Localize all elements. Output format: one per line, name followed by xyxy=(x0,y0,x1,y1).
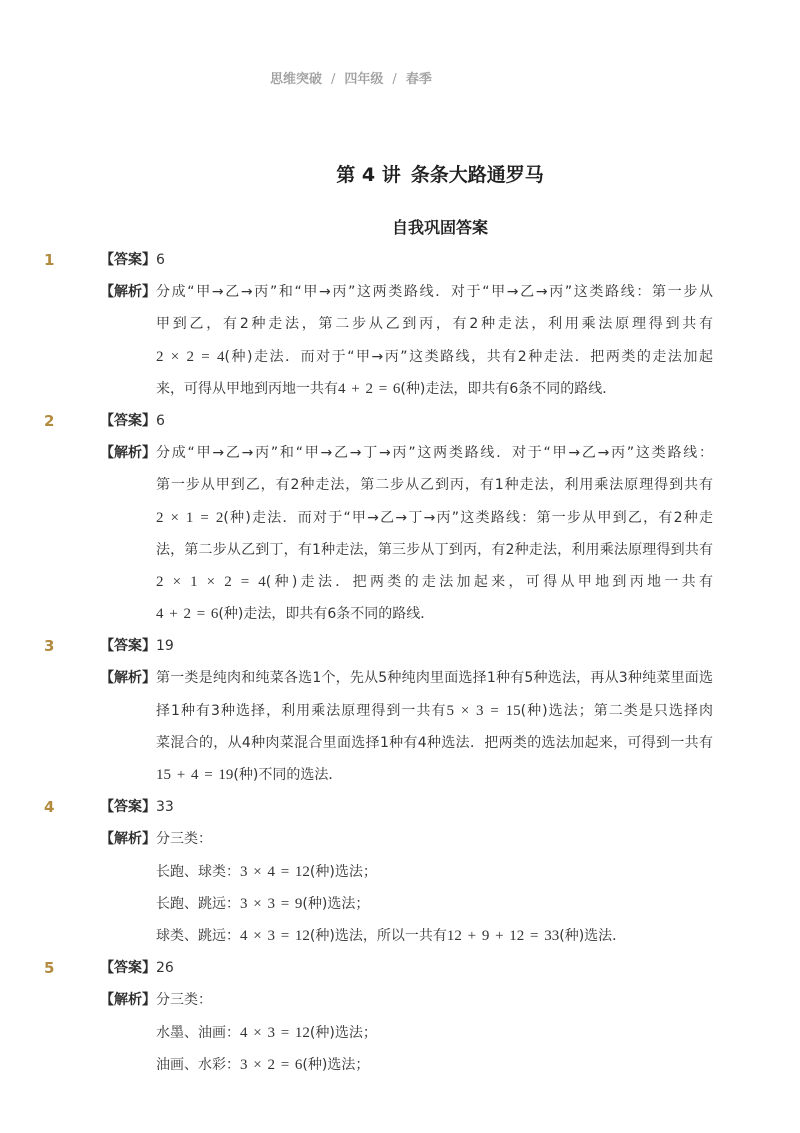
answer-label: 【答案】 xyxy=(100,252,156,268)
answer-item xyxy=(0,244,800,405)
analysis-row xyxy=(0,598,800,630)
section-title: 自我巩固答案 xyxy=(391,218,488,237)
analysis-line: 第一类是纯肉和纯菜各选1个，先从5种纯肉里面选择1种有5种选法，再从3种纯菜里面选 xyxy=(156,670,713,687)
analysis-row xyxy=(0,759,800,791)
analysis-line: 长跑、球类：3 × 4 = 12(种)选法； xyxy=(156,863,377,880)
analysis-row xyxy=(0,1049,800,1081)
analysis-label: 【解析】 xyxy=(100,284,156,301)
math-expression: 3 × 3 = 9 xyxy=(240,895,303,912)
answer-label: 【答案】 xyxy=(100,960,156,977)
question-number: 2 xyxy=(44,411,55,430)
analysis-row xyxy=(0,308,800,340)
analysis-row xyxy=(0,984,800,1016)
analysis-row xyxy=(0,373,800,405)
question-number: 3 xyxy=(44,637,55,656)
analysis-row xyxy=(0,823,800,855)
answer-value: 33 xyxy=(156,799,174,816)
answer-row xyxy=(0,405,800,437)
lecture-topic: 条条大路通罗马 xyxy=(410,164,544,186)
breadcrumb-grade: 四年级 xyxy=(344,72,384,87)
breadcrumb-subject: 思维突破 xyxy=(270,72,323,87)
math-expression: 4 × 3 = 12 xyxy=(240,927,310,944)
analysis-line: 15 + 4 = 19(种)不同的选法． xyxy=(156,767,343,783)
math-expression: 4 + 2 = 6 xyxy=(338,380,401,397)
answer-value: 6 xyxy=(156,412,165,429)
analysis-label: 【解析】 xyxy=(100,992,156,1009)
analysis-row xyxy=(0,276,800,308)
analysis-row xyxy=(0,566,800,598)
analysis-line: 菜混合的，从4种肉菜混合里面选择1种有4种选法．把两类的选法加起来，可得到一共有 xyxy=(156,734,713,751)
math-expression: 5 × 3 = 15 xyxy=(446,702,521,719)
answer-row xyxy=(0,244,800,276)
analysis-line: 来，可得从甲地到丙地一共有4 + 2 = 6(种)走法，即共有6条不同的路线． xyxy=(156,380,617,397)
analysis-line: 甲到乙，有2种走法，第二步从乙到丙，有2种走法，利用乘法原理得到共有 xyxy=(156,316,713,333)
analysis-line: 油画、水彩：3 × 2 = 6(种)选法； xyxy=(156,1056,370,1073)
answer-item xyxy=(0,952,800,1081)
analysis-row xyxy=(0,920,800,952)
answer-item xyxy=(0,791,800,952)
analysis-line: 2 × 1 × 2 = 4(种)走法．把两类的走法加起来，可得从甲地到丙地一共有 xyxy=(156,573,713,590)
analysis-label: 【解析】 xyxy=(100,831,156,848)
analysis-line: 分成“甲→乙→丙”和“甲→丙”这两类路线．对于“甲→乙→丙”这类路线：第一步从 xyxy=(156,284,713,301)
analysis-line: 球类、跳远：4 × 3 = 12(种)选法，所以一共有12 + 9 + 12 = 33(种)选法． xyxy=(156,927,627,944)
analysis-line: 长跑、跳远：3 × 3 = 9(种)选法； xyxy=(156,895,370,912)
analysis-row xyxy=(0,695,800,727)
math-expression: 3 × 2 = 6 xyxy=(240,1056,303,1073)
analysis-row xyxy=(0,469,800,501)
analysis-line: 2 × 1 = 2(种)走法．而对于“甲→乙→丁→丙”这类路线：第一步从甲到乙，有2种走 xyxy=(156,509,713,526)
math-expression: 2 × 2 = 4 xyxy=(156,348,225,365)
breadcrumb-separator: / xyxy=(331,72,336,87)
question-number: 1 xyxy=(44,251,55,269)
answer-value: 26 xyxy=(156,960,174,977)
analysis-line: 分成“甲→乙→丙”和“甲→乙→丁→丙”这两类路线．对于“甲→乙→丙”这类路线： xyxy=(156,445,713,462)
question-number: 5 xyxy=(44,959,55,978)
answer-item xyxy=(0,630,800,791)
answer-list xyxy=(0,244,800,1081)
analysis-line: 法，第二步从乙到丁，有1种走法，第三步从丁到丙，有2种走法，利用乘法原理得到共有 xyxy=(156,541,713,558)
answer-label: 【答案】 xyxy=(100,799,156,816)
analysis-line: 4 + 2 = 6(种)走法，即共有6条不同的路线． xyxy=(156,606,435,623)
analysis-line: 分三类： xyxy=(156,831,212,848)
analysis-label: 【解析】 xyxy=(100,445,156,462)
answer-value: 19 xyxy=(156,638,174,655)
analysis-row xyxy=(0,437,800,469)
analysis-row xyxy=(0,534,800,566)
math-expression: 2 × 1 = 2 xyxy=(156,509,224,526)
analysis-line: 2 × 2 = 4(种)走法．而对于“甲→丙”这类路线，共有2种走法．把两类的走法加起 xyxy=(156,348,713,365)
answer-label: 【答案】 xyxy=(100,638,156,655)
math-expression: 4 + 2 = 6 xyxy=(156,606,219,623)
analysis-row xyxy=(0,888,800,920)
math-expression: 12 + 9 + 12 = 33 xyxy=(446,927,560,944)
lecture-number: 第 4 讲 xyxy=(336,164,401,186)
answer-row xyxy=(0,952,800,984)
answer-item xyxy=(0,405,800,630)
analysis-row xyxy=(0,1017,800,1049)
analysis-line: 择1种有3种选择，利用乘法原理得到一共有5 × 3 = 15(种)选法；第二类是只选择肉 xyxy=(156,702,713,719)
analysis-row xyxy=(0,341,800,373)
math-expression: 2 × 1 × 2 = 4 xyxy=(156,573,266,590)
analysis-row xyxy=(0,502,800,534)
analysis-line: 分三类： xyxy=(156,992,212,1009)
analysis-label: 【解析】 xyxy=(100,670,156,687)
math-expression: 4 × 3 = 12 xyxy=(240,1024,310,1041)
page-title xyxy=(100,162,780,188)
answer-value: 6 xyxy=(156,252,165,268)
analysis-line: 水墨、油画：4 × 3 = 12(种)选法； xyxy=(156,1024,377,1041)
answer-label: 【答案】 xyxy=(100,412,156,429)
math-expression: 15 + 4 = 19 xyxy=(156,767,234,783)
math-expression: 3 × 4 = 12 xyxy=(240,863,310,880)
breadcrumb-separator: / xyxy=(392,72,397,87)
answer-row xyxy=(0,630,800,662)
analysis-row xyxy=(0,727,800,759)
analysis-line: 第一步从甲到乙，有2种走法，第二步从乙到丙，有1种走法，利用乘法原理得到共有 xyxy=(156,477,713,494)
question-number: 4 xyxy=(44,798,55,817)
analysis-row xyxy=(0,856,800,888)
analysis-row xyxy=(0,662,800,694)
answer-row xyxy=(0,791,800,823)
breadcrumb xyxy=(270,71,432,89)
breadcrumb-term: 春季 xyxy=(405,72,432,87)
